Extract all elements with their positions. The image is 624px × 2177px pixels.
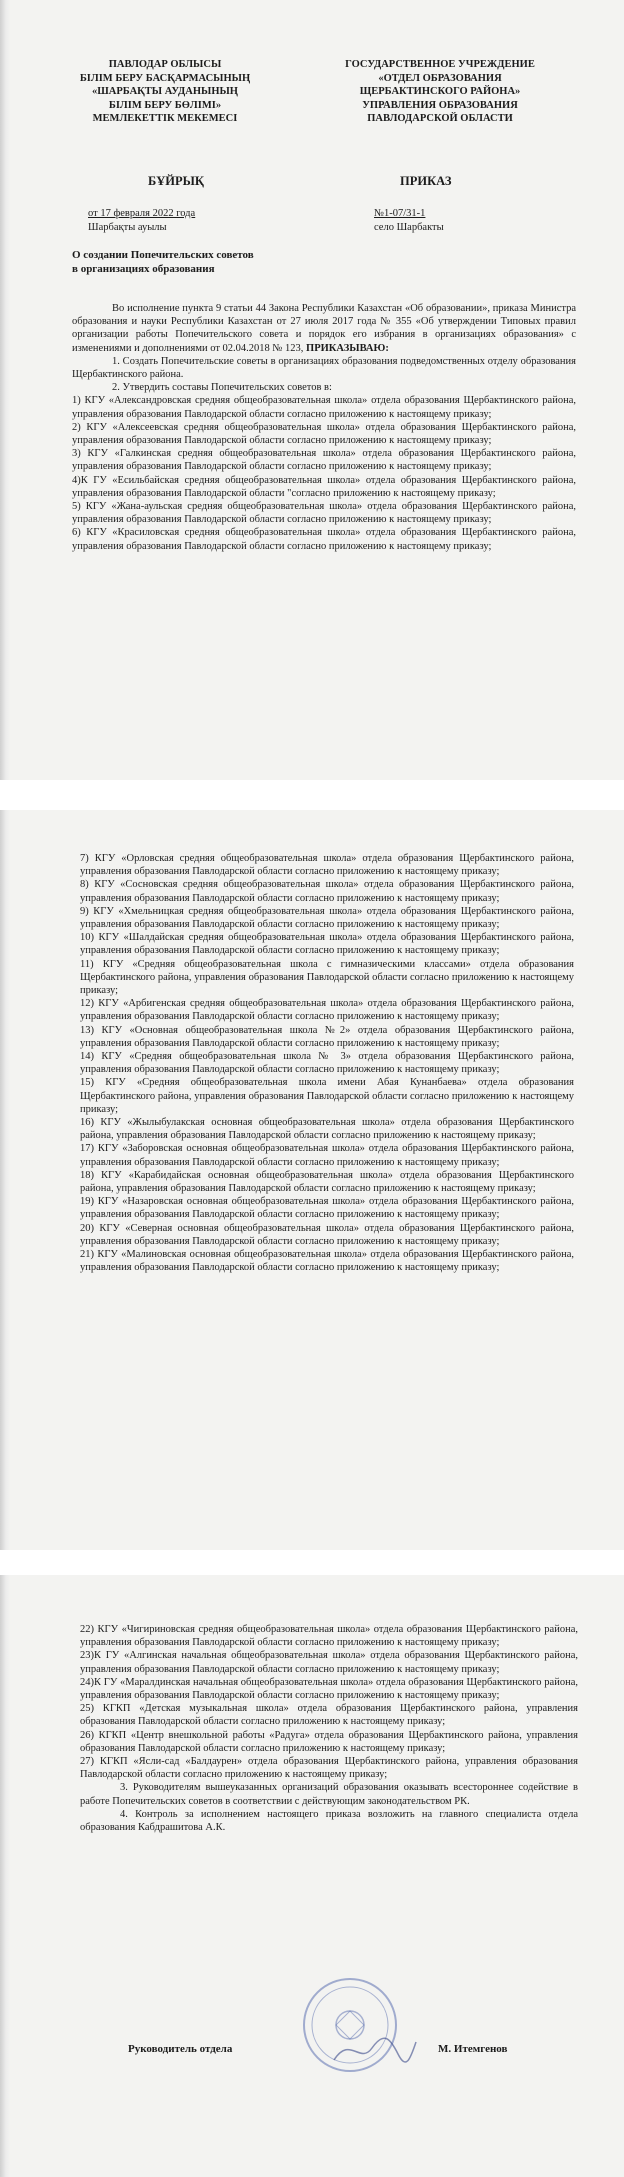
list-item: 18) КГУ «Карабидайская основная общеобразовательная школа» отдела образования Щербактинского района, управления образования Павлодарской области согласно приложению к настоящему приказу; — [80, 1169, 574, 1195]
list-item: 22) КГУ «Чигириновская средняя общеобразовательная школа» отдела образования Щербактинского района, управления образования Павлодарской области согласно приложению к настоящему приказу; — [80, 1624, 578, 1649]
list-item: 7) КГУ «Орловская средняя общеобразовательная школа» отдела образования Щербактинского района, управления образования Павлодарской области согласно приложению к настоящему приказу; — [80, 853, 574, 878]
list-item: 24)К ГУ «Маралдинская начальная общеобразовательная школа» отдела образования Щербактинского района, управления образования Павлодарской области согласно приложению к настоящему приказу; — [80, 1676, 578, 1702]
header-kz-line: ПАВЛОДАР ОБЛЫСЫ — [108, 59, 222, 70]
order-body-p2 — [80, 852, 574, 1275]
header-kz-line: МЕМЛЕКЕТТІК МЕКЕМЕСІ — [92, 113, 238, 124]
signature-scribble-icon — [330, 2030, 420, 2070]
list-item: 1) КГУ «Александровская средняя общеобразовательная школа» отдела образования Щербактинского района, управления образования Павлодарской области согласно приложению к настоящему приказу; — [72, 395, 576, 420]
list-item: 27) КГКП «Ясли-сад «Балдаурен» отдела образования Щербактинского района, управления образования Павлодарской области согласно приложению к настоящему приказу; — [80, 1756, 578, 1781]
prikazyvayu: ПРИКАЗЫВАЮ: — [306, 342, 389, 354]
header-ru — [325, 58, 555, 126]
list-item: 15) КГУ «Средняя общеобразовательная школа имени Абая Кунанбаева» отдела образования Щербактинского района, управления образования Павлодарской области согласно приложению к настоящему приказу; — [80, 1077, 574, 1115]
header-ru-line: УПРАВЛЕНИЯ ОБРАЗОВАНИЯ — [362, 99, 518, 111]
order-title-kz: БҰЙРЫҚ — [148, 174, 204, 188]
header-kz-line: БІЛІМ БЕРУ БАСҚАРМАСЫНЫҢ — [79, 72, 251, 84]
list-item: 14) КГУ «Средняя общеобразовательная школа № 3» отдела образования Щербактинского района, управления образования Павлодарской области согласно приложению к настоящему приказу; — [80, 1051, 574, 1076]
list-item: 11) КГУ «Средняя общеобразовательная школа с гимназическими классами» отдела образования Щербактинского района, управления образования Павлодарской области согласно приложению к настоящему приказу; — [80, 958, 574, 997]
list-item: 13) КГУ «Основная общеобразовательная школа №2» отдела образования Щербактинского района, управления образования Павлодарской области согласно приложению к настоящему приказу; — [80, 1024, 574, 1049]
list-item: 21) КГУ «Малиновская основная общеобразовательная школа» отдела образования Щербактинского района, управления образования Павлодарской области согласно приложению к настоящему приказу; — [80, 1249, 574, 1274]
place-ru: село Шарбакты — [374, 222, 444, 233]
list-item: 9) КГУ «Хмельницкая средняя общеобразовательная школа» отдела образования Щербактинского района, управления образования Павлодарской области согласно приложению к настоящему приказу; — [80, 905, 574, 931]
point-1: 1. Создать Попечительские советы в организациях образования подведомственных отделу образования Щербактинского района. — [72, 355, 576, 381]
point-3: 3. Руководителям вышеуказанных организаций образования оказывать всестороннее содействие в работе Попечительских советов в соответствии с действующим законодательством РК. — [80, 1782, 578, 1807]
list-item: 8) КГУ «Сосновская средняя общеобразовательная школа» отдела образования Щербактинского района, управления образования Павлодарской области согласно приложению к настоящему приказу; — [80, 879, 574, 904]
list-item: 4)К ГУ «Есильбайская средняя общеобразовательная школа» отдела образования Щербактинского района, управления образования Павлодарской области "согласно приложению к настоящему приказу; — [72, 474, 576, 499]
list-item: 12) КГУ «Арбигенская средняя общеобразовательная школа» отдела образования Щербактинского района, управления образования Павлодарской области согласно приложению к настоящему приказу; — [80, 998, 574, 1023]
document-page-1 — [0, 0, 624, 780]
list-item: 17) КГУ «Заборовская основная общеобразовательная школа» отдела образования Щербактинского района, управления образования Павлодарской области согласно приложению к настоящему приказу; — [80, 1143, 574, 1168]
document-page-2 — [0, 810, 624, 1550]
list-item: 6) КГУ «Красиловская средняя общеобразовательная школа» отдела образования Щербактинского района, управления образования Павлодарской области согласно приложению к настоящему приказу; — [72, 527, 576, 552]
subject-line: О создании Попечительских советов — [72, 249, 254, 261]
list-item: 19) КГУ «Назаровская основная общеобразовательная школа» отдела образования Щербактинского района, управления образования Павлодарской области согласно приложению к настоящему приказу; — [80, 1196, 574, 1221]
list-item: 20) КГУ «Северная основная общеобразовательная школа» отдела образования Щербактинского района, управления образования Павлодарской области согласно приложению к настоящему приказу; — [80, 1222, 574, 1247]
signature-position: Руководитель отдела — [128, 2043, 233, 2055]
header-kz-line: «ШАРБАҚТЫ АУДАНЫНЫҢ — [92, 86, 238, 97]
order-body-p1 — [72, 302, 576, 553]
order-number: №1-07/31-1 — [374, 208, 426, 219]
header-ru-line: ПАВЛОДАРСКОЙ ОБЛАСТИ — [367, 113, 513, 124]
list-item: 16) КГУ «Жылыбулакская основная общеобразовательная школа» отдела образования Щербактинского района, управления образования Павлодарской области согласно приложению к настоящему приказу; — [80, 1117, 574, 1142]
order-date: от 17 февраля 2022 года — [88, 208, 196, 219]
subject-line: в организациях образования — [72, 263, 215, 275]
list-item: 23)К ГУ «Алгинская начальная общеобразовательная школа» отдела образования Щербактинского района, управления образования Павлодарской области согласно приложению к настоящему приказу; — [80, 1650, 578, 1675]
header-kz — [50, 58, 280, 126]
list-item: 10) КГУ «Шалдайская средняя общеобразовательная школа» отдела образования Щербактинского района, управления образования Павлодарской области согласно приложению к настоящему приказу; — [80, 932, 574, 957]
list-item: 26) КГКП «Центр внешкольной работы «Радуга» отдела образования Щербактинского района, управления образования Павлодарской области согласно приложению к настоящему приказу; — [80, 1729, 578, 1754]
header-ru-line: ГОСУДАРСТВЕННОЕ УЧРЕЖДЕНИЕ — [345, 59, 535, 70]
point-2: 2. Утвердить составы Попечительских советов в: — [112, 382, 332, 394]
signature-name: М. Итемгенов — [438, 2043, 508, 2055]
document-page-3 — [0, 1575, 624, 2177]
preamble — [72, 302, 576, 355]
preamble-text: Во исполнение пункта 9 статьи 44 Закона Республики Казахстан «Об образовании», приказа Министра образования и науки Республики Казахстан от 27 июля 2017 года № 355 «Об утверждении Типовых правил организации работы Попечительского совета и порядок его избрания в организациях образования» с изменениями и дополнениями от 02.04.2018 № 123, — [72, 303, 576, 354]
header-ru-line: «ОТДЕЛ ОБРАЗОВАНИЯ — [378, 72, 502, 84]
order-title-ru: ПРИКАЗ — [400, 174, 452, 188]
list-item: 2) КГУ «Алексеевская средняя общеобразовательная школа» отдела образования Щербактинского района, управления образования Павлодарской области согласно приложению к настоящему приказу; — [72, 421, 576, 447]
header-ru-line: ЩЕРБАКТИНСКОГО РАЙОНА» — [359, 86, 521, 97]
header-kz-line: БІЛІМ БЕРУ БӨЛІМІ» — [108, 99, 222, 111]
order-body-p3 — [80, 1623, 578, 1834]
list-item: 25) КГКП «Детская музыкальная школа» отдела образования Щербактинского района, управления образования Павлодарской области согласно приложению к настоящему приказу; — [80, 1703, 578, 1728]
list-item: 3) КГУ «Галкинская средняя общеобразовательная школа» отдела образования Щербактинского района, управления образования Павлодарской области согласно приложению к настоящему приказу; — [72, 448, 576, 473]
place-kz: Шарбақты ауылы — [88, 222, 167, 233]
list-item: 5) КГУ «Жана-аульская средняя общеобразовательная школа» отдела образования Щербактинского района, управления образования Павлодарской области согласно приложению к настоящему приказу; — [72, 501, 576, 526]
point-4: 4. Контроль за исполнением настоящего приказа возложить на главного специалиста отдела образования Кабдрашитова А.К. — [80, 1808, 578, 1834]
order-subject — [72, 248, 254, 276]
